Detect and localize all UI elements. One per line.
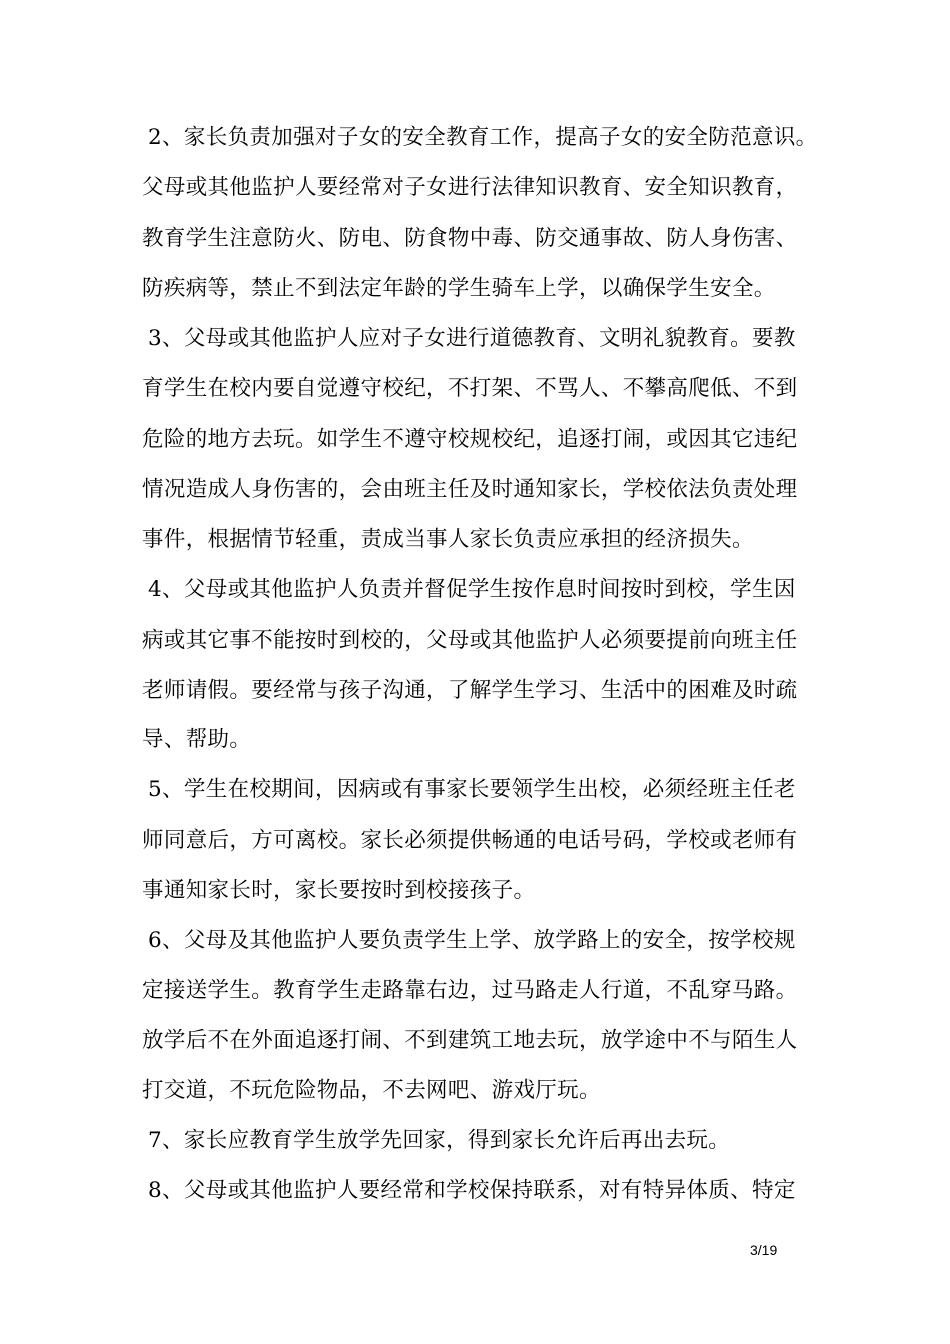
text-line: 6、父母及其他监护人要负责学生上学、放学路上的安全，按学校规 (148, 928, 796, 953)
text-line: 事件，根据情节轻重，责成当事人家长负责应承担的经济损失。 (142, 527, 754, 552)
text-line: 病或其它事不能按时到校的，父母或其他监护人必须要提前向班主任 (142, 628, 798, 653)
text-line: 危险的地方去玩。如学生不遵守校规校纪，追逐打闹，或因其它违纪 (142, 427, 798, 452)
text-line: 事通知家长时，家长要按时到校接孩子。 (142, 878, 536, 903)
text-line: 教育学生注意防火、防电、防食物中毒、防交通事故、防人身伤害、 (142, 226, 798, 251)
text-line: 防疾病等，禁止不到法定年龄的学生骑车上学，以确保学生安全。 (142, 276, 776, 301)
text-line: 4、父母或其他监护人负责并督促学生按作息时间按时到校，学生因 (148, 577, 796, 602)
text-line: 放学后不在外面追逐打闹、不到建筑工地去玩，放学途中不与陌生人 (142, 1028, 798, 1053)
page-number: 3/19 (750, 1242, 778, 1258)
text-line: 8、父母或其他监护人要经常和学校保持联系，对有特异体质、特定 (148, 1178, 796, 1203)
text-line: 师同意后，方可离校。家长必须提供畅通的电话号码，学校或老师有 (142, 828, 798, 853)
text-line: 育学生在校内要自觉遵守校纪，不打架、不骂人、不攀高爬低、不到 (142, 376, 798, 401)
text-line: 7、家长应教育学生放学先回家，得到家长允许后再出去玩。 (148, 1128, 731, 1153)
text-line: 老师请假。要经常与孩子沟通，了解学生学习、生活中的困难及时疏 (142, 678, 798, 703)
text-line: 5、学生在校期间，因病或有事家长要领学生出校，必须经班主任老 (148, 777, 796, 802)
text-line: 打交道，不玩危险物品，不去网吧、游戏厅玩。 (142, 1078, 601, 1103)
text-line: 父母或其他监护人要经常对子女进行法律知识教育、安全知识教育， (142, 175, 798, 200)
text-line: 导、帮助。 (142, 727, 252, 752)
text-line: 定接送学生。教育学生走路靠右边，过马路走人行道，不乱穿马路。 (142, 978, 798, 1003)
text-line: 2、家长负责加强对子女的安全教育工作，提高子女的安全防范意识。 (148, 125, 818, 150)
text-line: 3、父母或其他监护人应对子女进行道德教育、文明礼貌教育。要教 (148, 326, 796, 351)
text-line: 情况造成人身伤害的，会由班主任及时通知家长，学校依法负责处理 (142, 477, 798, 502)
